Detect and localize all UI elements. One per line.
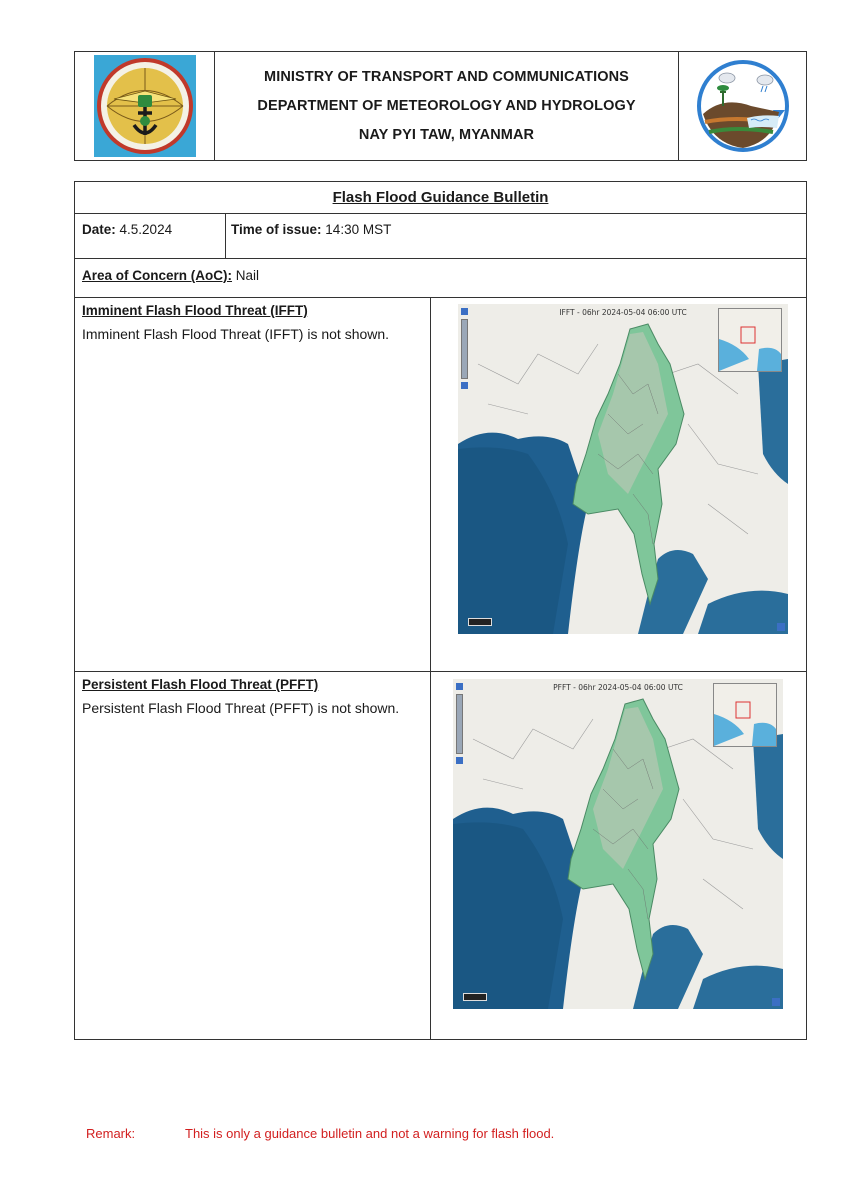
pfft-body: Persistent Flash Flood Threat (PFFT) is not shown. bbox=[82, 700, 400, 716]
time-value: 14:30 MST bbox=[325, 222, 392, 237]
ifft-map[interactable] bbox=[458, 304, 788, 634]
remark-text: This is only a guidance bulletin and not a warning for flash flood. bbox=[185, 1126, 555, 1141]
date-cell bbox=[75, 214, 226, 258]
pfft-zoom-control[interactable] bbox=[456, 683, 464, 775]
pfft-scale-bar bbox=[463, 993, 487, 1001]
ifft-zoom-control[interactable] bbox=[461, 308, 469, 400]
department-name: DEPARTMENT OF METEOROLOGY AND HYDROLOGY bbox=[257, 97, 636, 114]
ifft-map-cell bbox=[431, 298, 806, 671]
fullscreen-icon[interactable] bbox=[772, 998, 780, 1006]
zoom-out-button[interactable] bbox=[461, 382, 468, 389]
left-logo-cell bbox=[75, 52, 215, 160]
pfft-map-cell bbox=[431, 672, 806, 1039]
ifft-text-cell bbox=[75, 298, 431, 671]
pfft-map-caption: PFFT - 06hr 2024-05-04 06:00 UTC bbox=[553, 683, 683, 692]
pfft-text-cell bbox=[75, 672, 431, 1039]
date-value: 4.5.2024 bbox=[119, 222, 173, 237]
pfft-overview-inset bbox=[713, 683, 777, 747]
pfft-heading: Persistent Flash Flood Threat (PFFT) bbox=[82, 677, 319, 692]
ifft-section bbox=[75, 298, 806, 672]
pfft-section bbox=[75, 672, 806, 1039]
remark bbox=[86, 1126, 554, 1141]
zoom-in-button[interactable] bbox=[461, 308, 468, 315]
ministry-name: MINISTRY OF TRANSPORT AND COMMUNICATIONS bbox=[264, 68, 629, 85]
zoom-in-button[interactable] bbox=[456, 683, 463, 690]
letterhead bbox=[74, 51, 807, 161]
aoc-label: Area of Concern (AoC): bbox=[82, 268, 233, 283]
bulletin-title: Flash Flood Guidance Bulletin bbox=[75, 182, 806, 214]
zoom-slider[interactable] bbox=[456, 694, 463, 754]
ifft-overview-inset bbox=[718, 308, 782, 372]
pfft-map[interactable] bbox=[453, 679, 783, 1009]
right-logo-cell bbox=[678, 52, 806, 160]
date-label: Date: bbox=[82, 222, 116, 237]
remark-label: Remark: bbox=[86, 1126, 136, 1141]
ifft-scale-bar bbox=[468, 618, 492, 626]
location-name: NAY PYI TAW, MYANMAR bbox=[358, 126, 535, 143]
ifft-heading: Imminent Flash Flood Threat (IFFT) bbox=[82, 303, 308, 318]
ifft-map-caption: IFFT - 06hr 2024-05-04 06:00 UTC bbox=[559, 308, 687, 317]
ministry-emblem-icon bbox=[94, 55, 196, 157]
aoc-value: Nail bbox=[235, 268, 260, 283]
area-of-concern-row bbox=[75, 259, 806, 298]
time-cell bbox=[226, 214, 806, 258]
time-label: Time of issue: bbox=[231, 222, 322, 237]
ministry-title bbox=[215, 52, 678, 160]
zoom-slider[interactable] bbox=[461, 319, 468, 379]
zoom-out-button[interactable] bbox=[456, 757, 463, 764]
fullscreen-icon[interactable] bbox=[777, 623, 785, 631]
ifft-body: Imminent Flash Flood Threat (IFFT) is not shown. bbox=[82, 326, 390, 342]
hydrological-cycle-icon bbox=[693, 56, 793, 156]
bulletin-table bbox=[74, 181, 807, 1040]
date-time-row bbox=[75, 214, 806, 259]
